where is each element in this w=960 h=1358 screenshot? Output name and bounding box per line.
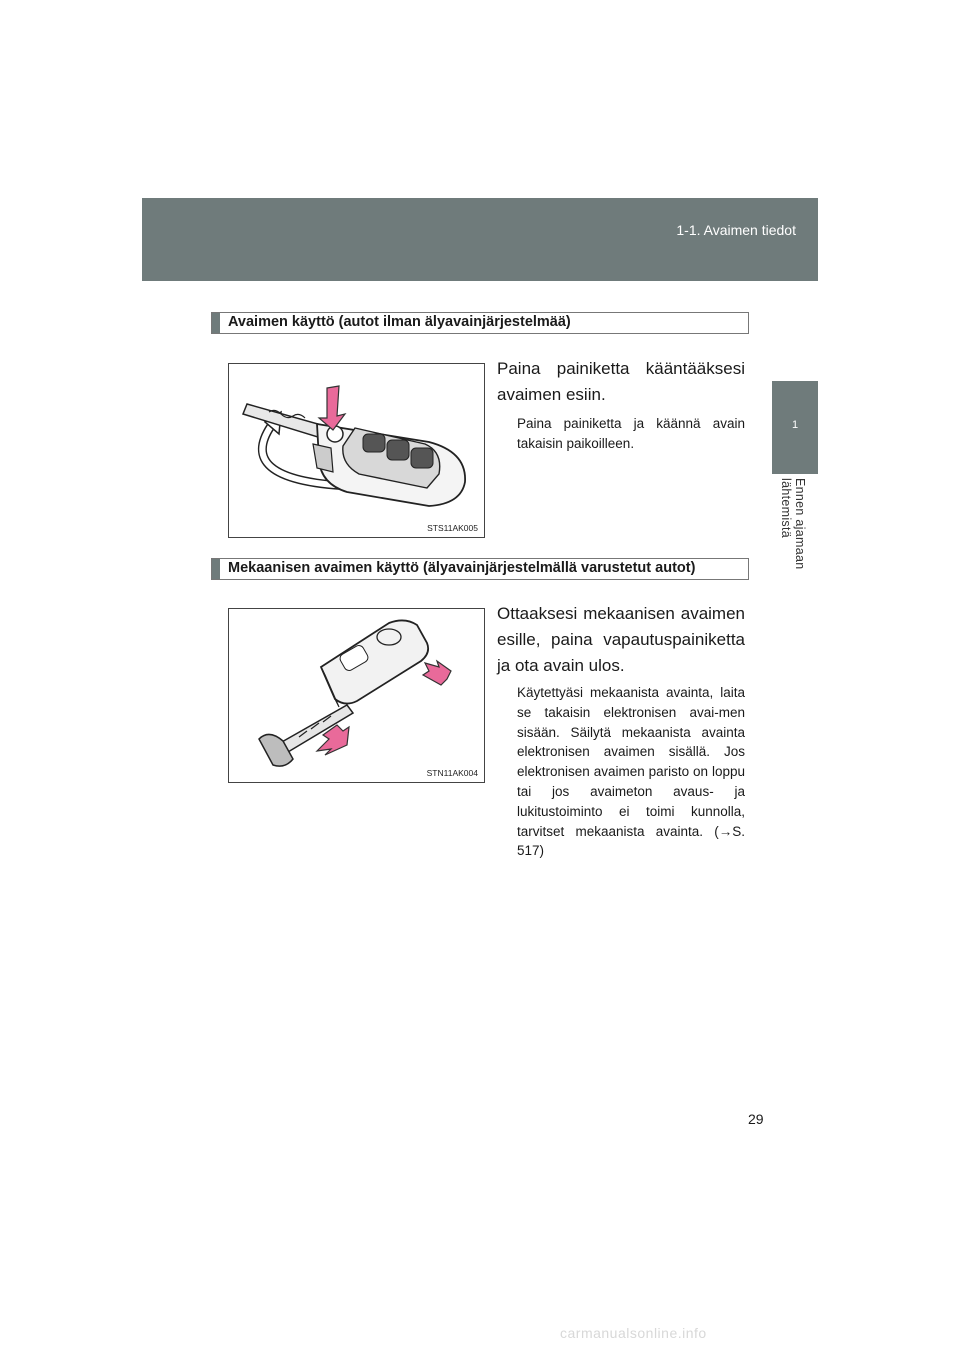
- instruction-sub-1: Paina painiketta ja käännä avain takaisin paikoilleen.: [517, 416, 745, 451]
- instruction-main-1: Paina painiketta kääntääksesi avaimen esiin.: [497, 359, 745, 404]
- instruction-sub-2: Käytettyäsi mekaanista avainta, laita se takaisin elektronisen avai-men sisään. Säilytä mekaanista avainta elektronisen avaimen sisällä. Jos elektronisen avaimen paristo on loppu tai jos avaimeton avaus- ja lukitustoiminto ei toimi kunnolla, tarvitset mekaanista avainta. (→S. 517): [517, 685, 745, 859]
- section-heading-2: Mekaanisen avaimen käyttö (älyavainjärjestelmällä varustetut autot): [211, 558, 749, 580]
- instruction-main-2: Ottaaksesi mekaanisen avaimen esille, paina vapautuspainiketta ja ota avain ulos.: [497, 604, 745, 675]
- watermark: carmanualsonline.info: [560, 1325, 707, 1341]
- smart-key-illustration: [229, 609, 484, 782]
- figure-code: STN11AK004: [426, 768, 478, 778]
- figure-flip-key: [228, 363, 485, 538]
- figure-smart-key: [228, 608, 485, 783]
- flip-key-illustration: [229, 364, 484, 537]
- chapter-number: 1: [791, 419, 799, 431]
- figure-code: STS11AK005: [427, 523, 478, 533]
- page-number: 29: [748, 1111, 764, 1127]
- section-heading-1: Avaimen käyttö (autot ilman älyavainjärjestelmää): [211, 312, 749, 334]
- header-band: [142, 198, 818, 281]
- chapter-tab: [772, 381, 818, 474]
- section-label: 1-1. Avaimen tiedot: [676, 222, 796, 238]
- chapter-vertical-label: Ennen ajamaan lähtemistä: [779, 478, 807, 570]
